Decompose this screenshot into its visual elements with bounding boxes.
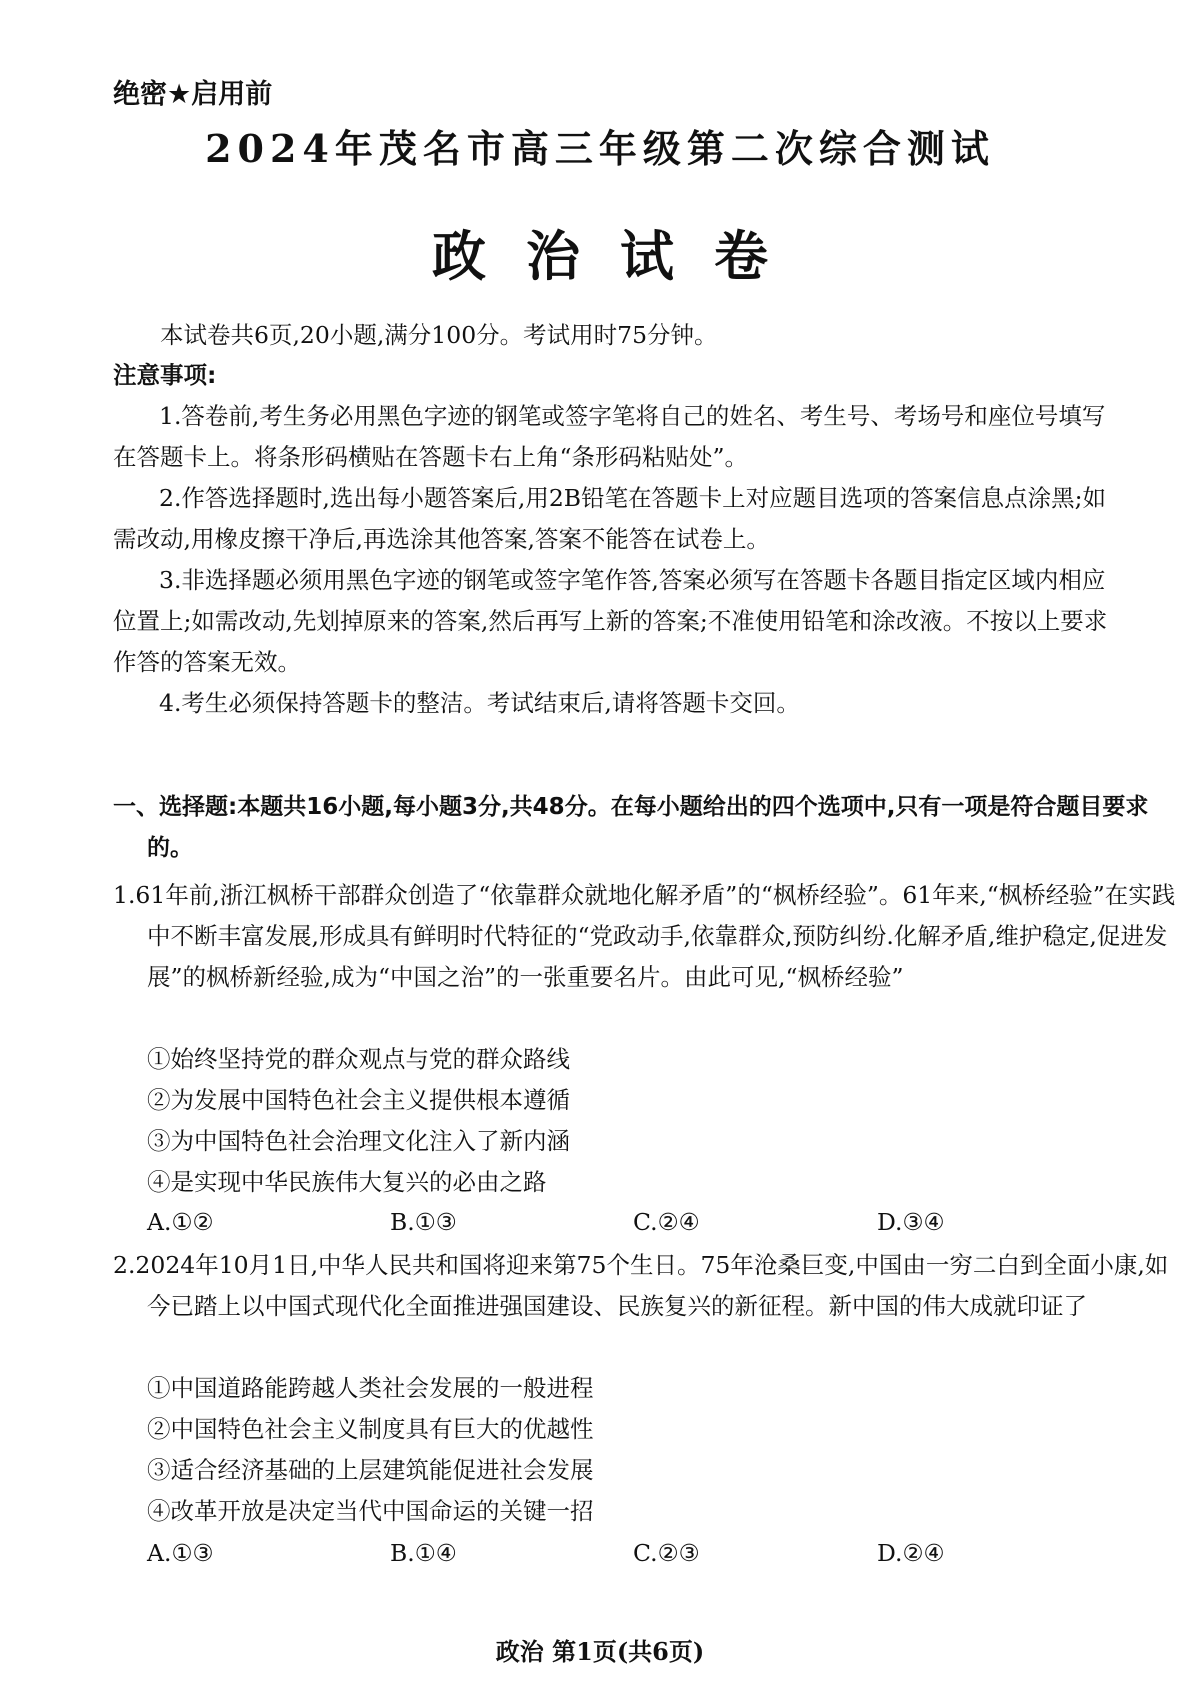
statement: ②中国特色社会主义制度具有巨大的优越性: [147, 1415, 594, 1443]
statement: ④改革开放是决定当代中国命运的关键一招: [147, 1497, 594, 1525]
note-item: 4.考生必须保持答题卡的整洁。考试结束后,请将答题卡交回。: [159, 689, 800, 717]
section-heading: 一、选择题:本题共16小题,每小题3分,共48分。在每小题给出的四个选项中,只有一项是符合题目要求的。: [113, 794, 1149, 861]
statement: ①始终坚持党的群众观点与党的群众路线: [147, 1045, 570, 1073]
choice-d: D.②④: [877, 1539, 945, 1567]
choice-b: B.①④: [390, 1539, 457, 1567]
choice-a: A.①③: [147, 1539, 214, 1567]
choice-a: A.①②: [147, 1208, 214, 1236]
notes-title: 注意事项:: [113, 361, 217, 389]
note-item: 1.答卷前,考生务必用黑色字迹的钢笔或签字笔将自己的姓名、考生号、考场号和座位号填写在答题卡上。将条形码横贴在答题卡右上角“条形码粘贴处”。: [113, 402, 1106, 471]
choice-d: D.③④: [877, 1208, 945, 1236]
statement: ③为中国特色社会治理文化注入了新内涵: [147, 1127, 570, 1155]
statement: ④是实现中华民族伟大复兴的必由之路: [147, 1168, 547, 1196]
question-stem: 2.2024年10月1日,中华人民共和国将迎来第75个生日。75年沧桑巨变,中国由一穷二白到全面小康,如今已踏上以中国式现代化全面推进强国建设、民族复兴的新征程。新中国的伟大成就印证了: [113, 1251, 1169, 1320]
statement: ①中国道路能跨越人类社会发展的一般进程: [147, 1374, 594, 1402]
statement: ③适合经济基础的上层建筑能促进社会发展: [147, 1456, 594, 1484]
note-item: 2.作答选择题时,选出每小题答案后,用2B铅笔在答题卡上对应题目选项的答案信息点涂黑;如需改动,用橡皮擦干净后,再选涂其他答案,答案不能答在试卷上。: [113, 484, 1106, 553]
choice-c: C.②④: [633, 1208, 700, 1236]
exam-title: 2024年茂名市高三年级第二次综合测试: [205, 126, 995, 171]
choice-b: B.①③: [390, 1208, 457, 1236]
note-item: 3.非选择题必须用黑色字迹的钢笔或签字笔作答,答案必须写在答题卡各题目指定区域内相应位置上;如需改动,先划掉原来的答案,然后再写上新的答案;不准使用铅笔和涂改液。不按以上要求作答的答案无效。: [113, 566, 1108, 676]
intro-line: 本试卷共6页,20小题,满分100分。考试用时75分钟。: [160, 321, 718, 349]
subject-title: 政治试卷: [432, 224, 808, 288]
statement: ②为发展中国特色社会主义提供根本遵循: [147, 1086, 570, 1114]
question-stem: 1.61年前,浙江枫桥干部群众创造了“依靠群众就地化解矛盾”的“枫桥经验”。61年来,“枫桥经验”在实践中不断丰富发展,形成具有鲜明时代特征的“党政动手,依靠群众,预防纠纷.化解矛盾,维护稳定,促进发展”的枫桥新经验,成为“中国之治”的一张重要名片。由此可见,“枫桥经验”: [113, 881, 1176, 991]
page-footer: 政治 第1页(共6页): [495, 1637, 705, 1666]
confidential-label: 绝密★启用前: [113, 79, 273, 110]
choice-c: C.②③: [633, 1539, 700, 1567]
